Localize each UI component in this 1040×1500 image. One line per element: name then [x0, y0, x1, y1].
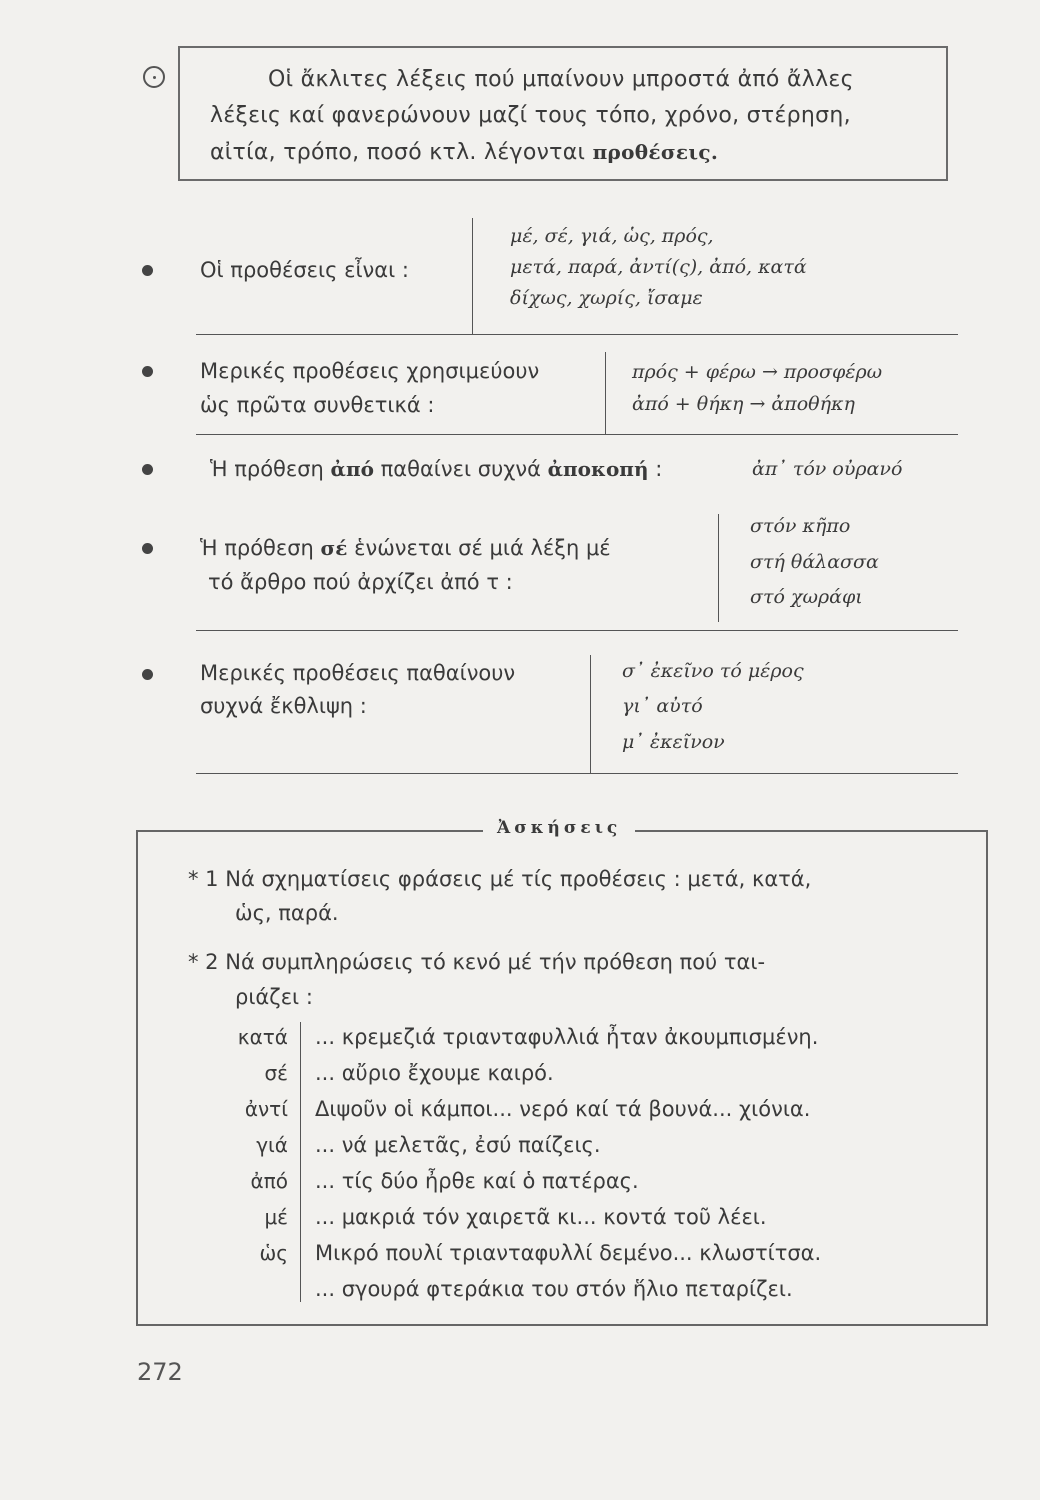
rule3-term: ἀποκοπή — [547, 457, 649, 481]
fill-sentence: ... νά μελετᾶς, ἐσύ παίζεις. — [315, 1133, 601, 1157]
rule3-term: ἀπό — [330, 457, 374, 481]
rule2-divider — [605, 352, 606, 434]
fill-sentence: ... κρεμεζιά τριανταφυλλιά ἦταν ἀκουμπισμένη. — [315, 1025, 819, 1049]
fill-sentence: Μικρό πουλί τριανταφυλλί δεμένο... κλωστίτσα. — [315, 1241, 822, 1265]
word-option: γιά — [256, 1133, 288, 1157]
exercise-2-divider — [300, 1022, 301, 1302]
rule1-divider — [472, 218, 473, 335]
rule5-example: σ᾽ ἐκεῖνο τό μέρος — [622, 660, 804, 682]
fill-sentence: ... μακριά τόν χαιρετᾶ κι... κοντά τοῦ λέει. — [315, 1205, 767, 1229]
rule5-example: μ᾽ ἐκεῖνον — [622, 731, 725, 753]
word-option: μέ — [264, 1205, 288, 1229]
rule3-text — [210, 453, 662, 485]
word-option: ἀντί — [244, 1097, 288, 1121]
rule-separator — [196, 773, 958, 774]
rule2-example: πρός + φέρω → προσφέρω — [632, 361, 883, 383]
word-option: κατά — [237, 1025, 288, 1049]
exercise-text: Νά συμπληρώσεις τό κενό μέ τήν πρόθεση πού ται- — [225, 950, 766, 974]
rule4-example: στό χωράφι — [750, 586, 863, 608]
definition-marker-icon — [143, 66, 165, 88]
exercise-2-cont: ριάζει : — [235, 985, 313, 1009]
exercise-number: * 1 — [188, 867, 219, 891]
fill-sentence: ... αὔριο ἔχουμε καιρό. — [315, 1061, 554, 1085]
bullet-icon — [142, 265, 153, 276]
rule4-example: στή θάλασσα — [750, 551, 879, 573]
rule4-line2: τό ἄρθρο πού ἀρχίζει ἀπό τ : — [208, 570, 513, 594]
definition-line: Οἱ ἄκλιτες λέξεις πού μπαίνουν μπροστά ἀπό ἄλλες — [268, 67, 854, 92]
rule1-item: μέ, σέ, γιά, ὡς, πρός, — [510, 225, 714, 247]
fill-sentence: ... σγουρά φτεράκια του στόν ἥλιο πεταρίζει. — [315, 1277, 793, 1301]
definition-term: προθέσεις. — [592, 140, 719, 164]
bullet-icon — [142, 543, 153, 554]
rule-separator — [196, 334, 958, 335]
rule3-example: ἀπ᾽ τόν οὐρανό — [752, 458, 903, 480]
rule5-divider — [590, 655, 591, 773]
exercise-2 — [188, 947, 765, 978]
page-number: 272 — [137, 1358, 183, 1386]
rule3-mid: παθαίνει συχνά — [380, 457, 541, 481]
definition-line — [210, 134, 924, 171]
fill-sentence: ... τίς δύο ἦρθε καί ὁ πατέρας. — [315, 1169, 639, 1193]
rule2-label: ὡς πρῶτα συνθετικά : — [200, 393, 435, 417]
bullet-icon — [142, 669, 153, 680]
rule4-pre: Ἡ πρόθεση — [200, 536, 314, 560]
rule5-example: γι᾽ αὐτό — [622, 695, 703, 717]
rule4-divider — [718, 514, 719, 622]
exercise-number: * 2 — [188, 950, 219, 974]
exercise-1 — [188, 864, 811, 895]
rule2-label: Μερικές προθέσεις χρησιμεύουν — [200, 359, 540, 383]
rule3-colon: : — [655, 457, 663, 481]
rule-separator — [196, 434, 958, 435]
rule4-term: σέ — [320, 536, 348, 560]
rule4-text — [200, 532, 611, 564]
word-option: ἀπό — [250, 1169, 288, 1193]
definition-text: αἰτία, τρόπο, ποσό κτλ. λέγονται — [210, 140, 586, 165]
rule4-post: ἑνώνεται σέ μιά λέξη μέ — [354, 536, 611, 560]
rule1-item: μετά, παρά, ἀντί(ς), ἀπό, κατά — [510, 256, 807, 278]
bullet-icon — [142, 464, 153, 475]
rule-separator — [196, 630, 958, 631]
bullet-icon — [142, 366, 153, 377]
exercise-text: Νά σχηματίσεις φράσεις μέ τίς προθέσεις : μετά, κατά, — [225, 867, 812, 891]
rule4-example: στόν κῆπο — [750, 515, 851, 537]
exercises-title: Ἀσκήσεις — [483, 818, 635, 838]
definition-box — [178, 46, 948, 181]
rule5-label: συχνά ἔκθλιψη : — [200, 694, 367, 718]
rule1-label: Οἱ προθέσεις εἶναι : — [200, 258, 409, 282]
exercise-1-cont: ὡς, παρά. — [235, 901, 339, 925]
definition-line: λέξεις καί φανερώνουν μαζί τους τόπο, χρόνο, στέρηση, — [210, 103, 851, 128]
fill-sentence: Διψοῦν οἱ κάμποι... νερό καί τά βουνά... χιόνια. — [315, 1097, 811, 1121]
word-option: ὡς — [259, 1241, 288, 1265]
word-option: σέ — [264, 1061, 288, 1085]
rule5-label: Μερικές προθέσεις παθαίνουν — [200, 661, 516, 685]
rule2-example: ἀπό + θήκη → ἀποθήκη — [632, 393, 855, 415]
rule3-pre: Ἡ πρόθεση — [210, 457, 324, 481]
rule1-item: δίχως, χωρίς, ἴσαμε — [510, 287, 703, 309]
